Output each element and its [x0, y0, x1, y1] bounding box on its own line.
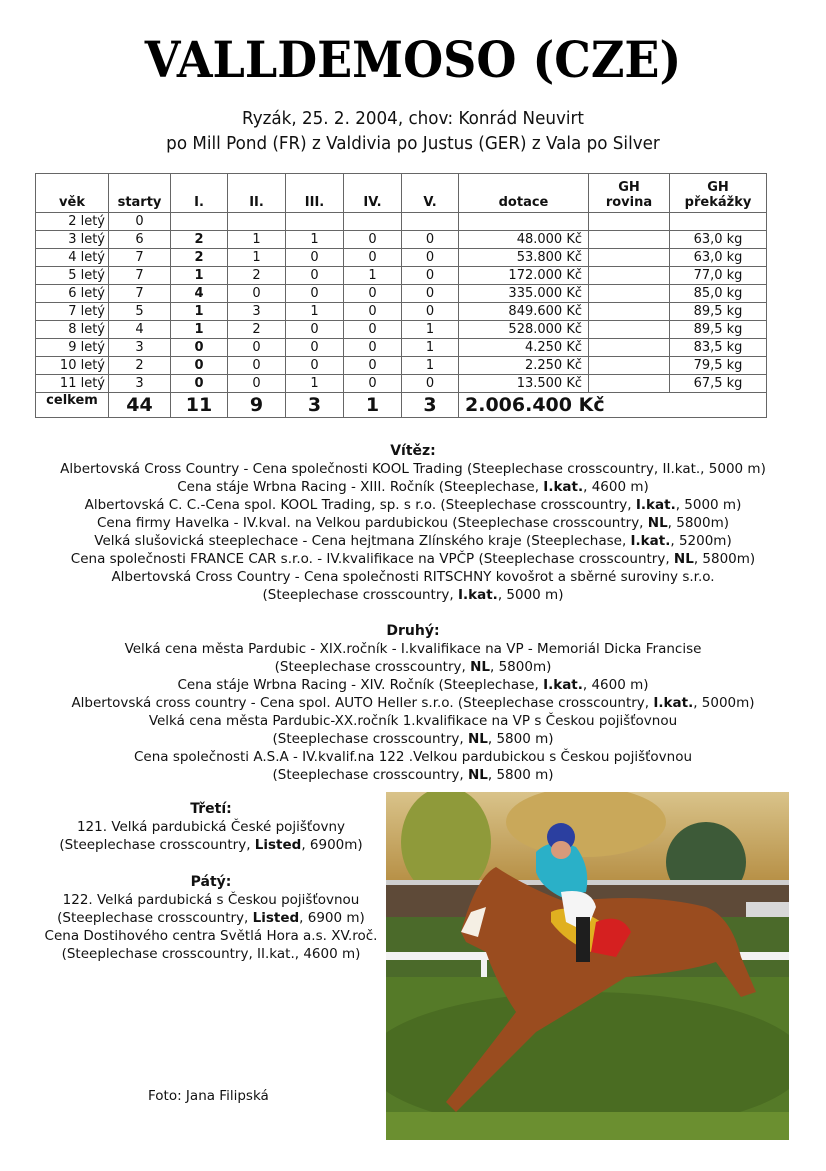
race-category: NL: [673, 551, 694, 567]
race-text: 122. Velká pardubická s Českou pojišťovnou: [62, 892, 360, 908]
col-third: III.: [286, 174, 344, 213]
race-distance: , 5800m): [667, 515, 730, 531]
race-category: I.kat.: [543, 479, 584, 495]
cell-money: 528.000 Kč: [459, 321, 589, 339]
race-entry: [30, 818, 392, 836]
race-entry: [0, 478, 826, 496]
table-row: [36, 303, 767, 321]
table-row: [36, 267, 767, 285]
cell-gh-jump: 89,5 kg: [670, 303, 767, 321]
cell-p2: 0: [228, 285, 286, 303]
race-text: (Steeplechase crosscountry,: [59, 837, 255, 853]
cell-p2: 3: [228, 303, 286, 321]
cell-starts: 0: [109, 213, 171, 231]
race-entry: [0, 514, 826, 532]
table-row: [36, 285, 767, 303]
cell-gh-jump: 79,5 kg: [670, 357, 767, 375]
cell-p3: [286, 213, 344, 231]
race-text: Cena stáje Wrbna Racing - XIII. Ročník (Steeplechase,: [177, 479, 544, 495]
total-p2: 9: [228, 393, 286, 418]
total-label: celkem: [36, 393, 109, 418]
cell-gh-jump: 83,5 kg: [670, 339, 767, 357]
race-text: Velká slušovická steeplechace - Cena hejtmana Zlínského kraje (Steeplechase,: [94, 533, 631, 549]
race-text: (Steeplechase crosscountry,: [274, 659, 471, 675]
cell-p5: 0: [402, 375, 459, 393]
cell-money: 53.800 Kč: [459, 249, 589, 267]
cell-p3: 0: [286, 285, 344, 303]
cell-p2: 2: [228, 267, 286, 285]
cell-gh-flat: [589, 357, 670, 375]
race-entry: [0, 730, 826, 748]
cell-p1: 0: [171, 375, 228, 393]
third-heading: Třetí:: [190, 801, 232, 817]
horse-name-title: VALLDEMOSO (CZE): [144, 30, 682, 89]
cell-age: 5 letý: [36, 267, 109, 285]
third-place-section: [30, 800, 392, 854]
col-fifth: V.: [402, 174, 459, 213]
cell-p3: 1: [286, 231, 344, 249]
cell-p2: 0: [228, 375, 286, 393]
race-text: Velká cena města Pardubic-XX.ročník 1.kvalifikace na VP s Českou pojišťovnou: [148, 713, 678, 729]
table-header-row: [36, 174, 767, 213]
table-row: [36, 321, 767, 339]
table-row: [36, 357, 767, 375]
cell-p3: 1: [286, 375, 344, 393]
race-distance: , 5800 m): [487, 731, 554, 747]
cell-p4: 0: [344, 231, 402, 249]
cell-starts: 5: [109, 303, 171, 321]
race-text: (Steeplechase crosscountry,: [272, 767, 468, 783]
race-text: Albertovská cross country - Cena spol. AUTO Heller s.r.o. (Steeplechase crosscountry,: [71, 695, 654, 711]
race-text: Cena firmy Havelka - IV.kval. na Velkou pardubickou (Steeplechase crosscountry,: [96, 515, 648, 531]
cell-p3: 0: [286, 321, 344, 339]
table-row: [36, 213, 767, 231]
cell-gh-jump: 63,0 kg: [670, 231, 767, 249]
cell-p5: 0: [402, 267, 459, 285]
cell-money: 849.600 Kč: [459, 303, 589, 321]
cell-age: 2 letý: [36, 213, 109, 231]
race-entry: [0, 676, 826, 694]
cell-p1: 1: [171, 303, 228, 321]
cell-p2: [228, 213, 286, 231]
cell-p4: 0: [344, 303, 402, 321]
cell-p5: 0: [402, 231, 459, 249]
cell-starts: 7: [109, 267, 171, 285]
cell-p2: 1: [228, 231, 286, 249]
total-starts: 44: [109, 393, 171, 418]
racing-record-table: [35, 173, 767, 418]
cell-starts: 7: [109, 285, 171, 303]
cell-p1: 0: [171, 339, 228, 357]
fifth-place-section: [30, 873, 392, 963]
third-list: [30, 818, 392, 854]
table-row: [36, 375, 767, 393]
horse-details: Ryzák, 25. 2. 2004, chov: Konrád Neuvirt: [241, 108, 585, 129]
race-text: 121. Velká pardubická České pojišťovny: [76, 819, 346, 835]
race-category: Listed: [252, 910, 300, 926]
table-row: [36, 339, 767, 357]
race-category: NL: [467, 731, 488, 747]
race-text: Albertovská C. C.-Cena spol. KOOL Trading, sp. s r.o. (Steeplechase crosscountry,: [84, 497, 636, 513]
table-row: [36, 249, 767, 267]
cell-starts: 4: [109, 321, 171, 339]
cell-p5: 0: [402, 249, 459, 267]
cell-age: 9 letý: [36, 339, 109, 357]
cell-p5: [402, 213, 459, 231]
cell-money: 2.250 Kč: [459, 357, 589, 375]
cell-gh-jump: 85,0 kg: [670, 285, 767, 303]
cell-starts: 3: [109, 339, 171, 357]
cell-p2: 2: [228, 321, 286, 339]
cell-p1: 2: [171, 231, 228, 249]
cell-p4: 1: [344, 267, 402, 285]
cell-p4: 0: [344, 249, 402, 267]
cell-p3: 0: [286, 267, 344, 285]
race-category: I.kat.: [635, 497, 676, 513]
fifth-heading: Pátý:: [190, 874, 232, 890]
col-gh-jump: GH překážky: [670, 174, 767, 213]
col-first: I.: [171, 174, 228, 213]
total-p1: 11: [171, 393, 228, 418]
race-entry: [0, 550, 826, 568]
race-entry: [0, 460, 826, 478]
cell-p5: 0: [402, 285, 459, 303]
cell-p4: 0: [344, 321, 402, 339]
cell-gh-jump: 89,5 kg: [670, 321, 767, 339]
cell-p4: 0: [344, 375, 402, 393]
race-distance: , 6900 m): [299, 910, 365, 926]
race-entry: [30, 945, 392, 963]
cell-p2: 0: [228, 339, 286, 357]
race-text: Cena stáje Wrbna Racing - XIV. Ročník (Steeplechase,: [177, 677, 544, 693]
race-text: Cena společnosti FRANCE CAR s.r.o. - IV.kvalifikace na VPČP (Steeplechase crosscountry,: [70, 551, 674, 567]
race-entry: [0, 748, 826, 766]
race-text: (Steeplechase crosscountry,: [57, 910, 253, 926]
total-p5: 3: [402, 393, 459, 418]
race-text: (Steeplechase crosscountry,: [262, 587, 458, 603]
race-distance: , 5800m): [490, 659, 552, 675]
cell-p1: 2: [171, 249, 228, 267]
second-place-section: [0, 622, 826, 784]
cell-gh-flat: [589, 213, 670, 231]
cell-money: 4.250 Kč: [459, 339, 589, 357]
col-gh-flat: GH rovina: [589, 174, 670, 213]
cell-p5: 0: [402, 303, 459, 321]
cell-p1: 4: [171, 285, 228, 303]
race-entry: [0, 640, 826, 658]
cell-gh-jump: 77,0 kg: [670, 267, 767, 285]
winner-list: [0, 460, 826, 604]
cell-p3: 0: [286, 357, 344, 375]
race-entry: [30, 909, 392, 927]
cell-p4: 0: [344, 285, 402, 303]
race-distance: , 5800 m): [487, 767, 554, 783]
race-entry: [30, 927, 392, 945]
photo-caption: Foto: Jana Filipská: [148, 1088, 269, 1104]
cell-p1: [171, 213, 228, 231]
race-entry: [0, 712, 826, 730]
race-entry: [30, 891, 392, 909]
cell-age: 6 letý: [36, 285, 109, 303]
cell-starts: 7: [109, 249, 171, 267]
horse-photo: [386, 792, 789, 1140]
cell-money: 13.500 Kč: [459, 375, 589, 393]
cell-money: 48.000 Kč: [459, 231, 589, 249]
cell-gh-flat: [589, 303, 670, 321]
race-category: NL: [467, 767, 488, 783]
race-distance: , 5800m): [693, 551, 756, 567]
race-text: Albertovská Cross Country - Cena společnosti RITSCHNY kovošrot a sběrné suroviny s.r.o.: [111, 569, 715, 585]
race-category: I.kat.: [543, 677, 583, 693]
winner-section: [0, 442, 826, 604]
cell-p2: 0: [228, 357, 286, 375]
cell-gh-jump: 67,5 kg: [670, 375, 767, 393]
cell-p4: 0: [344, 339, 402, 357]
cell-money: 335.000 Kč: [459, 285, 589, 303]
col-fourth: IV.: [344, 174, 402, 213]
cell-p3: 0: [286, 249, 344, 267]
race-category: I.kat.: [653, 695, 694, 711]
cell-money: 172.000 Kč: [459, 267, 589, 285]
horse-pedigree: po Mill Pond (FR) z Valdivia po Justus (GER) z Vala po Silver: [166, 133, 660, 154]
cell-starts: 6: [109, 231, 171, 249]
cell-p1: 1: [171, 321, 228, 339]
race-text: (Steeplechase crosscountry, II.kat., 4600 m): [61, 946, 361, 962]
second-list: [0, 640, 826, 784]
cell-money: [459, 213, 589, 231]
cell-gh-flat: [589, 267, 670, 285]
cell-starts: 2: [109, 357, 171, 375]
table-row: [36, 231, 767, 249]
race-category: NL: [470, 659, 490, 675]
col-money: dotace: [459, 174, 589, 213]
race-category: I.kat.: [457, 587, 498, 603]
race-category: Listed: [254, 837, 302, 853]
race-entry: [0, 586, 826, 604]
race-distance: , 4600 m): [583, 479, 649, 495]
race-distance: , 6900m): [301, 837, 363, 853]
total-p4: 1: [344, 393, 402, 418]
cell-p3: 0: [286, 339, 344, 357]
cell-p1: 0: [171, 357, 228, 375]
cell-gh-flat: [589, 249, 670, 267]
race-distance: , 5000 m): [675, 497, 742, 513]
race-distance: , 4600 m): [582, 677, 649, 693]
race-distance: , 5000m): [693, 695, 755, 711]
race-entry: [0, 568, 826, 586]
cell-p5: 1: [402, 339, 459, 357]
race-entry: [0, 532, 826, 550]
race-entry: [0, 766, 826, 784]
second-heading: Druhý:: [386, 623, 440, 639]
cell-gh-flat: [589, 231, 670, 249]
cell-starts: 3: [109, 375, 171, 393]
col-age: věk: [36, 174, 109, 213]
cell-p1: 1: [171, 267, 228, 285]
race-distance: , 5200m): [670, 533, 732, 549]
table-total-row: [36, 393, 767, 418]
cell-p5: 1: [402, 321, 459, 339]
race-entry: [30, 836, 392, 854]
cell-gh-flat: [589, 339, 670, 357]
cell-p3: 1: [286, 303, 344, 321]
cell-gh-jump: 63,0 kg: [670, 249, 767, 267]
cell-age: 7 letý: [36, 303, 109, 321]
race-text: Cena společnosti A.S.A - IV.kvalif.na 122 .Velkou pardubickou s Českou pojišťovnou: [133, 749, 693, 765]
col-second: II.: [228, 174, 286, 213]
col-starts: starty: [109, 174, 171, 213]
race-entry: [0, 658, 826, 676]
total-money: 2.006.400 Kč: [459, 393, 767, 418]
race-text: (Steeplechase crosscountry,: [272, 731, 468, 747]
race-text: Velká cena města Pardubic - XIX.ročník - I.kvalifikace na VP - Memoriál Dicka Francise: [124, 641, 702, 657]
race-entry: [0, 496, 826, 514]
cell-gh-flat: [589, 321, 670, 339]
cell-age: 3 letý: [36, 231, 109, 249]
fifth-list: [30, 891, 392, 963]
cell-gh-jump: [670, 213, 767, 231]
steeplechase-horse-image: [386, 792, 789, 1140]
race-distance: , 5000 m): [497, 587, 564, 603]
cell-gh-flat: [589, 375, 670, 393]
race-entry: [0, 694, 826, 712]
cell-p5: 1: [402, 357, 459, 375]
cell-gh-flat: [589, 285, 670, 303]
cell-p2: 1: [228, 249, 286, 267]
race-category: NL: [647, 515, 668, 531]
total-p3: 3: [286, 393, 344, 418]
cell-p4: [344, 213, 402, 231]
cell-age: 10 letý: [36, 357, 109, 375]
race-text: Albertovská Cross Country - Cena společnosti KOOL Trading (Steeplechase crosscountry, II.kat., 5000 m): [60, 461, 766, 477]
cell-age: 4 letý: [36, 249, 109, 267]
race-text: Cena Dostihového centra Světlá Hora a.s. XV.roč.: [44, 928, 378, 944]
cell-age: 11 letý: [36, 375, 109, 393]
winner-heading: Vítěz:: [390, 443, 436, 459]
cell-p4: 0: [344, 357, 402, 375]
race-category: I.kat.: [630, 533, 671, 549]
cell-age: 8 letý: [36, 321, 109, 339]
